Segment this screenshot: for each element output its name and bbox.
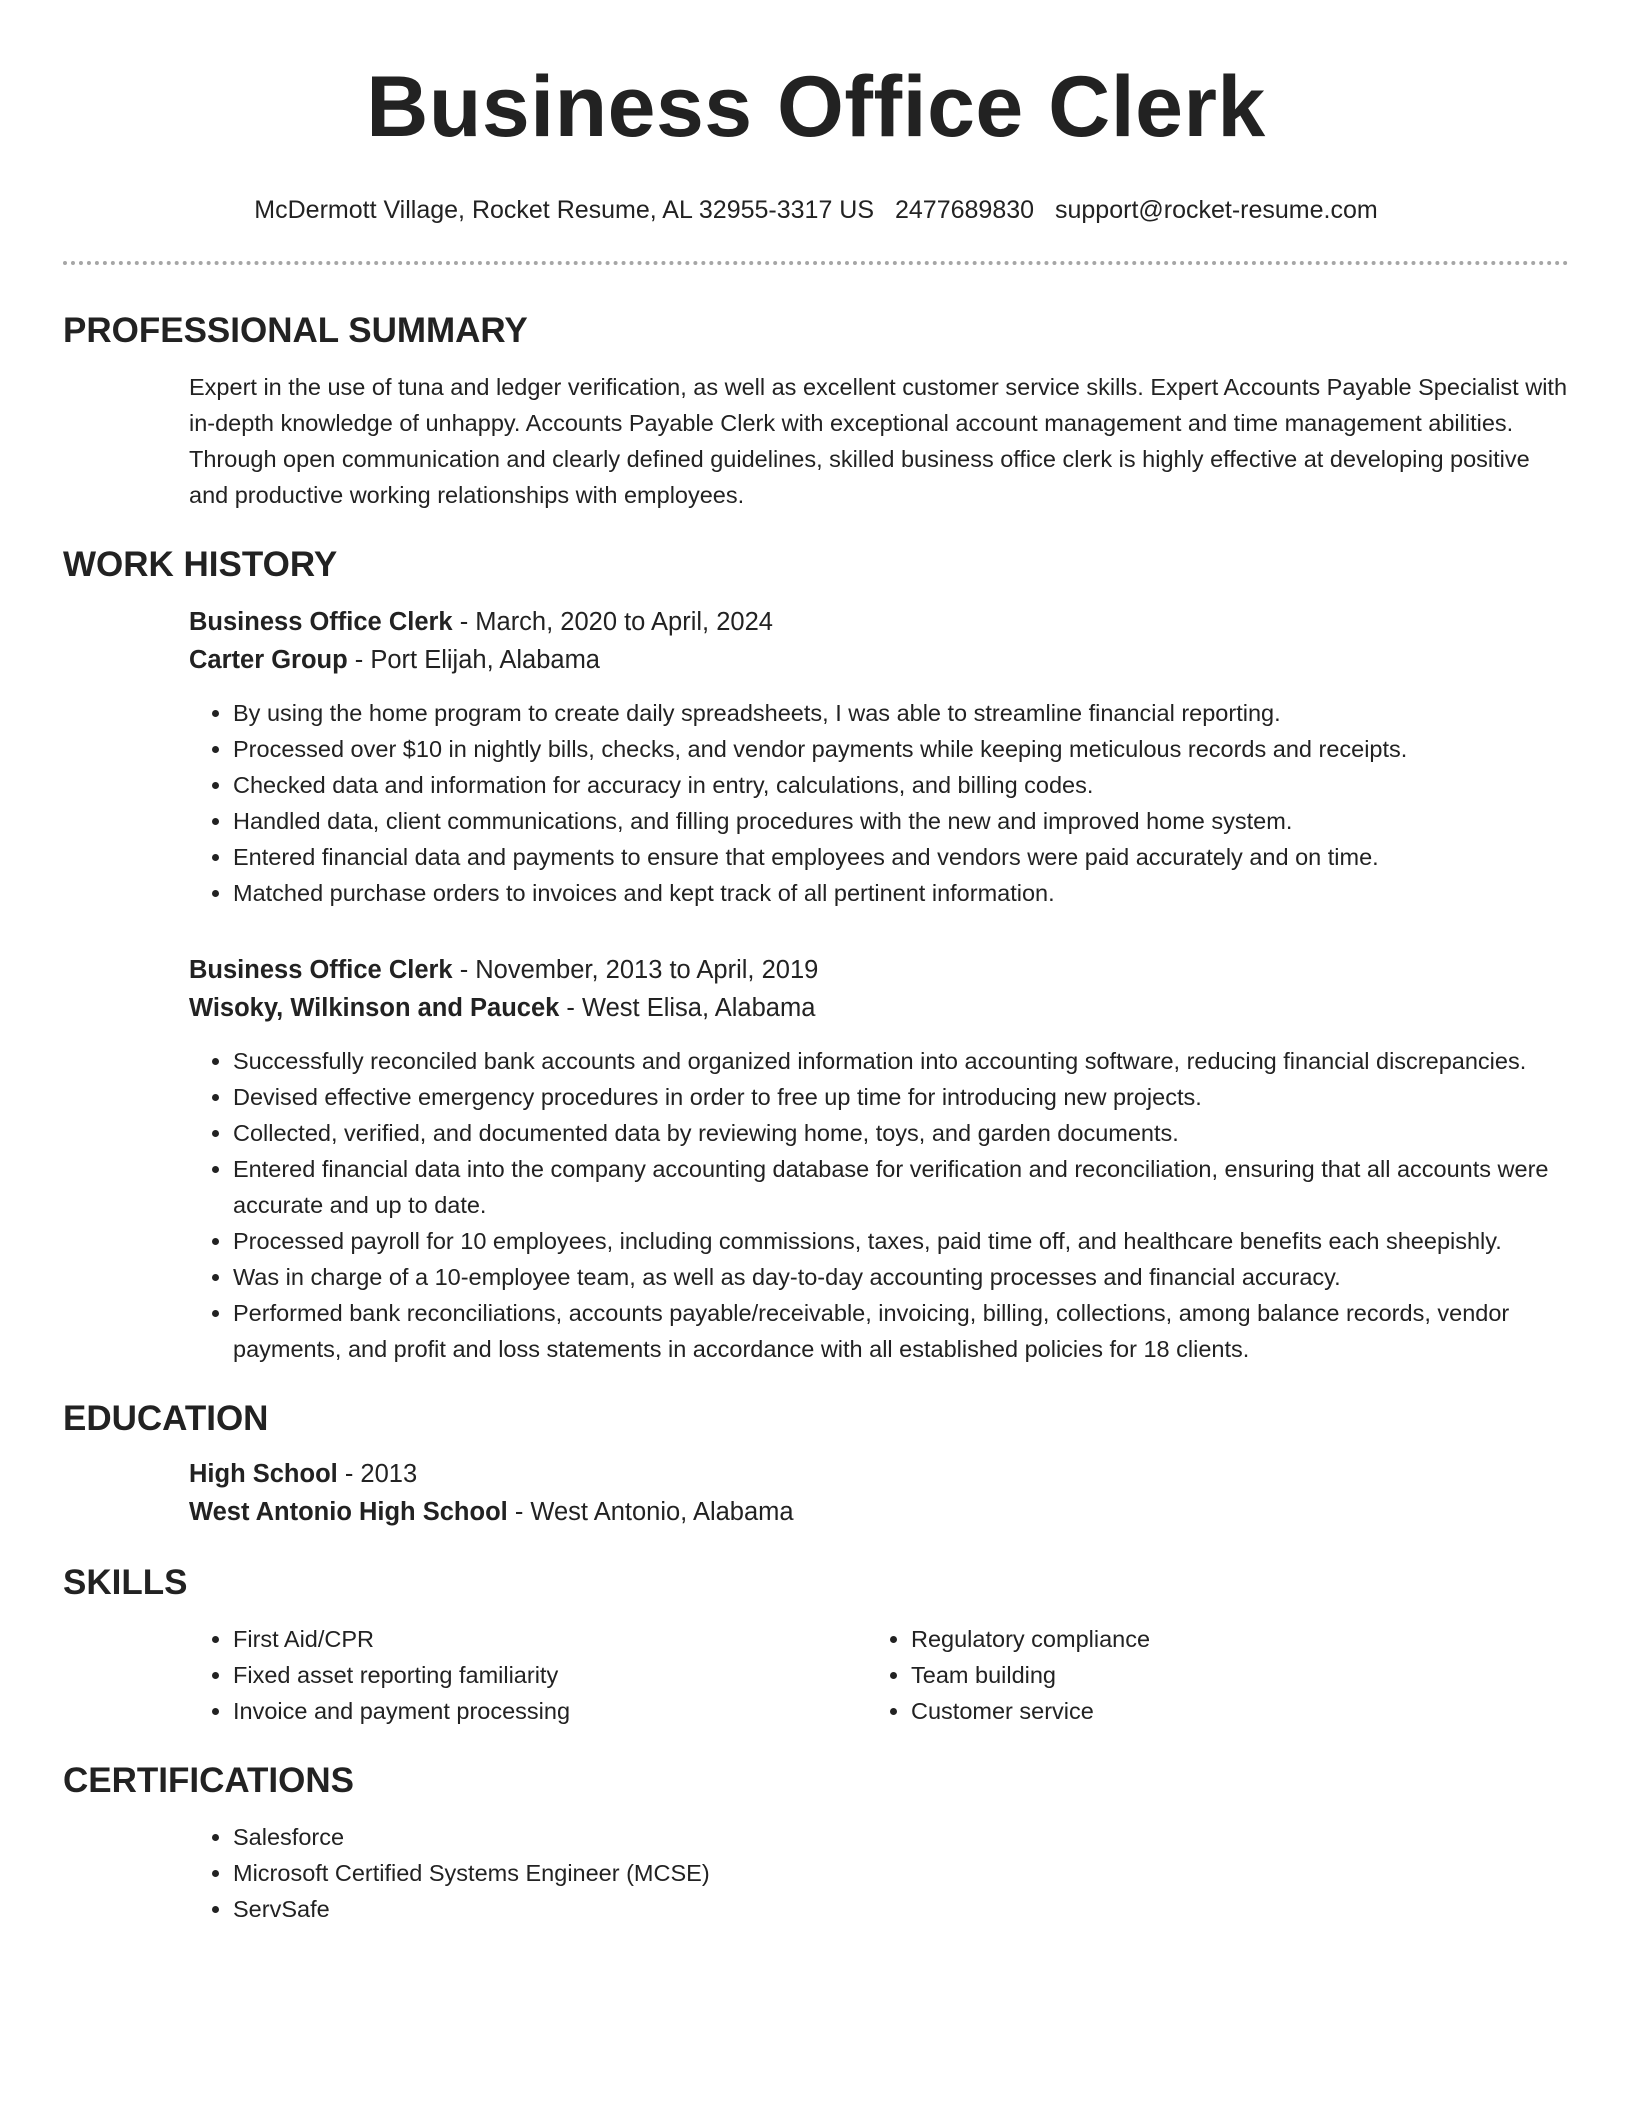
list-item: • First Aid/CPR bbox=[233, 1621, 867, 1657]
skills-grid bbox=[189, 1621, 1569, 1729]
list-item: • Microsoft Certified Systems Engineer (MCSE) bbox=[233, 1855, 1569, 1891]
job-company: Wisoky, Wilkinson and Paucek bbox=[189, 994, 560, 1022]
section-title-summary: PROFESSIONAL SUMMARY bbox=[63, 311, 528, 350]
list-item: • Entered financial data into the company accounting database for verification and reconciliation, ensuring that all accounts were accurate and up to date. bbox=[233, 1151, 1569, 1223]
list-item: • Fixed asset reporting familiarity bbox=[233, 1657, 867, 1693]
job-title-line bbox=[189, 951, 1569, 989]
contact-address: McDermott Village, Rocket Resume, AL 32955-3317 US bbox=[254, 196, 875, 224]
section-title-certifications: CERTIFICATIONS bbox=[63, 1761, 355, 1800]
job-dates: - November, 2013 to April, 2019 bbox=[452, 956, 819, 984]
education-degree: High School bbox=[189, 1460, 338, 1488]
section-title-skills: SKILLS bbox=[63, 1563, 188, 1602]
list-item: • Processed over $10 in nightly bills, checks, and vendor payments while keeping meticulous records and receipts. bbox=[233, 731, 1569, 767]
header-divider bbox=[63, 261, 1569, 265]
job-duties-list bbox=[189, 695, 1569, 911]
job-entry bbox=[189, 951, 1569, 1367]
list-item: • Entered financial data and payments to ensure that employees and vendors were paid accurately and on time. bbox=[233, 839, 1569, 875]
summary-text: Expert in the use of tuna and ledger verification, as well as excellent customer service skills. Expert Accounts Payable Specialist with in-depth knowledge of unhappy. Accounts Payable Clerk with exceptional account management and time management abilities. Through open communication and clearly defined guidelines, skilled business office clerk is highly effective at developing positive and productive working relationships with employees. bbox=[189, 374, 1568, 508]
job-entry bbox=[189, 603, 1569, 911]
job-location: - West Elisa, Alabama bbox=[559, 994, 816, 1022]
list-item: • Handled data, client communications, and filling procedures with the new and improved home system. bbox=[233, 803, 1569, 839]
education-school-line bbox=[189, 1493, 1569, 1531]
list-item: • By using the home program to create daily spreadsheets, I was able to streamline financial reporting. bbox=[233, 695, 1569, 731]
job-position: Business Office Clerk bbox=[189, 608, 453, 636]
list-item: • Collected, verified, and documented data by reviewing home, toys, and garden documents. bbox=[233, 1115, 1569, 1151]
job-company-line bbox=[189, 989, 1569, 1027]
list-item: • Matched purchase orders to invoices and kept track of all pertinent information. bbox=[233, 875, 1569, 911]
skills-section bbox=[63, 1561, 1569, 1729]
list-item: • Processed payroll for 10 employees, including commissions, taxes, paid time off, and healthcare benefits each sheepishly. bbox=[233, 1223, 1569, 1259]
resume-name: Business Office Clerk bbox=[366, 59, 1266, 155]
list-item: • ServSafe bbox=[233, 1891, 1569, 1927]
contact-line bbox=[63, 192, 1569, 228]
list-item: • Salesforce bbox=[233, 1819, 1569, 1855]
work-history-section bbox=[63, 543, 1569, 1367]
job-location: - Port Elijah, Alabama bbox=[347, 646, 600, 674]
summary-section bbox=[63, 309, 1569, 513]
job-company: Carter Group bbox=[189, 646, 348, 674]
education-location: - West Antonio, Alabama bbox=[507, 1498, 794, 1526]
job-dates: - March, 2020 to April, 2024 bbox=[452, 608, 773, 636]
list-item: • Devised effective emergency procedures in order to free up time for introducing new projects. bbox=[233, 1079, 1569, 1115]
education-degree-line bbox=[189, 1455, 1569, 1493]
list-item: • Checked data and information for accuracy in entry, calculations, and billing codes. bbox=[233, 767, 1569, 803]
certifications-list bbox=[189, 1819, 1569, 1927]
job-position: Business Office Clerk bbox=[189, 956, 453, 984]
certifications-section bbox=[63, 1759, 1569, 1927]
list-item: • Invoice and payment processing bbox=[233, 1693, 867, 1729]
list-item: • Was in charge of a 10-employee team, as well as day-to-day accounting processes and financial accuracy. bbox=[233, 1259, 1569, 1295]
contact-phone: 2477689830 bbox=[895, 196, 1035, 224]
section-title-education: EDUCATION bbox=[63, 1399, 269, 1438]
contact-email: support@rocket-resume.com bbox=[1055, 196, 1378, 224]
education-section bbox=[63, 1397, 1569, 1531]
job-company-line bbox=[189, 641, 1569, 679]
list-item: • Performed bank reconciliations, accounts payable/receivable, invoicing, billing, collections, among balance records, vendor payments, and profit and loss statements in accordance with all established policies for 18 clients. bbox=[233, 1295, 1569, 1367]
job-title-line bbox=[189, 603, 1569, 641]
job-duties-list bbox=[189, 1043, 1569, 1367]
skills-list-right bbox=[867, 1621, 1545, 1729]
skills-list-left bbox=[189, 1621, 867, 1729]
list-item: • Team building bbox=[911, 1657, 1545, 1693]
education-school: West Antonio High School bbox=[189, 1498, 508, 1526]
list-item: • Successfully reconciled bank accounts and organized information into accounting software, reducing financial discrepancies. bbox=[233, 1043, 1569, 1079]
section-title-work-history: WORK HISTORY bbox=[63, 545, 338, 584]
list-item: • Regulatory compliance bbox=[911, 1621, 1545, 1657]
list-item: • Customer service bbox=[911, 1693, 1545, 1729]
education-year: - 2013 bbox=[337, 1460, 418, 1488]
